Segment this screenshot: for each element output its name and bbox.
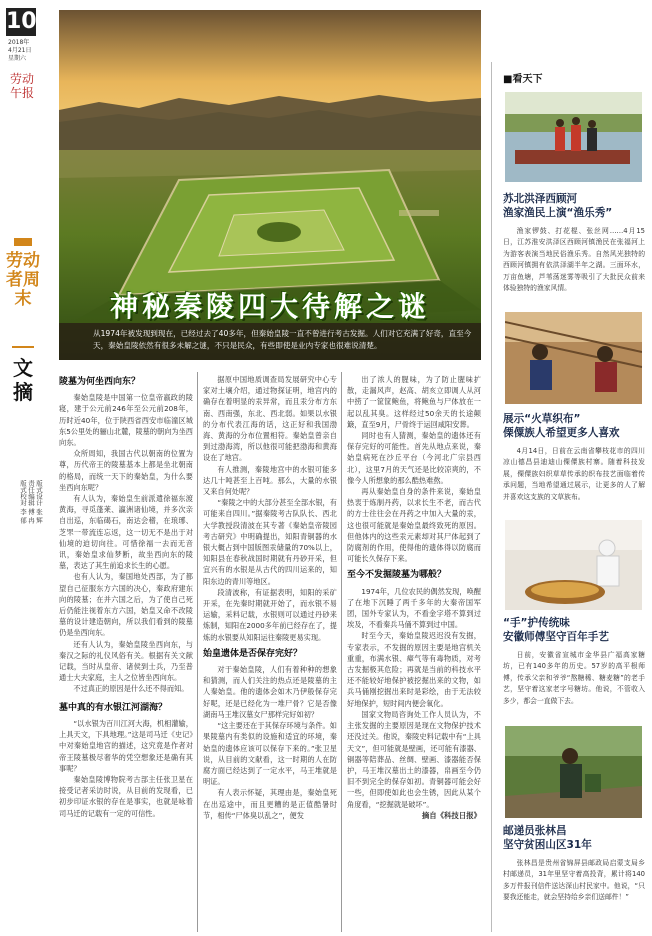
paragraph: “这主要还在于其保存环境与条件。如果陵墓内有类似的设施和适宜的环境，秦始皇的遗体应该可以保存下来的。”张卫星说，从目前的文献看，这一时期的人在防腐方面已经达到了一定水平，马王堆就是明证。 — [203, 721, 337, 787]
news-body — [503, 858, 645, 904]
paragraph: 对于秦始皇陵，人们有着种种的想象和猜测，而人们关注的热点还是陵墓的主人秦始皇。他的遗体会如木乃伊般保存完好呢，还是已经化为一堆尸骨？它是否像湖南马王堆汉墓女尸那样完好如初？ — [203, 665, 337, 719]
date-weekday: 星期六 — [8, 55, 27, 62]
news-title-line: 展示“火草织布” — [503, 413, 581, 425]
paragraph: 时至今天，秦始皇陵迟迟没有发掘，专家表示，不发掘的原因主要是地宫机关重重，布满水银、瘴气等有毒物质，对考古发掘极其危险；再就是当前的科技水平还不能较好地保护被挖掘出来的文物，如兵马俑刚挖掘出来时是彩绘，由于无法较好地保护，短时间内便会氧化。 — [347, 631, 481, 708]
hero-caption: 从1974年被发现到现在，已经过去了40多年，但秦始皇陵一直不曾进行考古发掘。人们对它充满了好奇，直至今天，秦始皇陵依然有很多未解之谜，不只是民众，有些即使是业内专家也很难说清楚。 — [59, 323, 481, 360]
news-title — [503, 192, 645, 220]
news-title — [503, 824, 645, 852]
paragraph: 有人推测，秦陵地宫中的水银可能多达几十吨甚至上百吨。那么，大量的水银又来自何处呢？ — [203, 464, 337, 497]
editor-line: 版式设计 张 辉 — [35, 480, 43, 524]
news-title — [503, 616, 645, 644]
paragraph: “以水银为百川江河大海，机相灌输，上具天文，下具地理。”这是司马迁《史记》中对秦始皇地宫的描述，这究竟是作者对帝王陵墓极尽奢华的凭空想象还是确有其事呢？ — [59, 718, 193, 773]
news-title-line: 邮递员张林昌 — [503, 825, 567, 837]
paragraph: 有人认为，秦始皇生前派遣徐福东渡黄海，寻觅蓬莱、瀛洲诸仙境，并多次亲自出巡，东临碣石，南达会稽，在琅琊、芝罘一带流连忘返，这一切无不是出于对仙境的迫切向往。可惜徐福一去而无音讯，秦始皇求仙梦断，故坐西向东的陵墓，表达了其生前追求长生的心愿。 — [59, 494, 193, 571]
news-photo-postman — [505, 726, 642, 818]
sidebar-divider — [491, 62, 492, 932]
paragraph: 段清波称，有证据表明，知阳的采矿开采，在先秦时期就开始了，而水银不易运输，采料记载，水银则可以通过丹砂来炼制，知阳在2000多年前已经存在了，提炼的水银要从知阳运往秦陵更易实现。 — [203, 587, 337, 642]
section-subtitle: 文摘 — [13, 356, 33, 404]
editor-line: 版式校对 李 郁 — [19, 480, 27, 524]
paragraph: 有人表示怀疑，其理由是，秦始皇死在出巡途中，而且更糟的是正值酷暑时节，相传“尸体臭以乱之”，便发 — [203, 788, 337, 820]
subheading: 至今不发掘陵墓为哪般？ — [347, 570, 447, 581]
paragraph: 秦始皇陵博物院考古部主任张卫星在接受记者采访时说，从目前的发现看，已初步印证水银的存在是事实，也就是咏着司马迁的记载有一定的可信性。 — [59, 774, 193, 818]
news-title-line: “手”护传统味 — [503, 617, 570, 629]
subheading: 始皇遗体是否保存完好？ — [203, 648, 303, 659]
page-number: 10 — [6, 9, 37, 34]
paragraph: 众所周知，我国古代以朝南的位置为尊，历代帝王的陵墓基本上都是坐北朝南的格局，而统一天下的秦始皇，为什么要坐西向东呢？ — [59, 449, 193, 492]
news-title — [503, 412, 645, 440]
date-day: 4月21日 — [8, 47, 32, 54]
section-bar-top — [14, 238, 32, 246]
column-divider — [341, 372, 342, 932]
paragraph: 国家文物局咨询处工作人员认为，不主张发掘的主要原因是现在文物保护技术还没过关。他说，秦陵史料记载中有“上具天文”，但可能就是壁画，还可能有漆器、铜器等陪葬品、丝绸、壁画、漆器能否保护，马王堆汉墓出土的漆器，帛画至今仍旧不到完全的保存如初。青铜器可能会好一些，但即使如此也会生锈，因此从某个角度看，“挖掘就是破坏”。 — [347, 709, 481, 809]
news-body — [503, 650, 645, 707]
news-body — [503, 226, 645, 294]
news-text: 渔家锣鼓、打花棍、张丝网……4月15日，江苏淮安洪泽区西顾河镇渔民在张福河上为游客表演当地民俗渔乐秀。自然风光独特的西顾河镇拥有依洪泽湖半年之湖。三面环水，万亩鱼塘，芦苇荡迷雾等吸引了大批民众前来体验独特的渔家风情。 — [503, 227, 645, 293]
editor-credits — [19, 480, 49, 524]
article-column-1 — [59, 374, 193, 819]
subheading: 陵墓为何坐西向东？ — [59, 377, 141, 387]
source-credit: 摘自《科技日报》 — [421, 810, 481, 820]
paragraph: 秦始皇陵是中国第一位皇帝嬴政的陵寝，建于公元前246年至公元前208年，历时近40年，位于陕西省西安市临潼区城东5公里处的骊山北麓，陵墓的朝向为坐西向东。 — [59, 393, 193, 448]
paragraph: 出了浓人的腥味，为了防止腥味扩散，走漏风声，赵高、胡亥立即调人从河中捞了一筐筐鲍鱼，将鲍鱼与尸体放在一起以乱其臭。这样经过50余天的长途颠簸，直至9月，尸骨终于运回咸阳安葬。 — [347, 375, 481, 429]
paragraph: “秦陵之中的大部分甚至全部水银，有可能来自四川。”据秦陵考古队队长、西北大学教授段清波在其专著《秦始皇帝陵园考古研究》中明确提出，知阳青铜器的水银大概占到中国版图汞储量的70%以上，知阳县在春秋战国时期就有丹砂开采，但宜兴有的水银是从古代的四川运来的，知阳东边的青川等地区。 — [203, 498, 337, 586]
date-year: 2018年 — [8, 39, 30, 46]
paragraph: 1974年，几位农民的偶然发现，唤醒了在地下沉睡了两千多年的大秦帝国军团，国外专家认为，不看金字塔不算到过埃及，不看秦兵马俑不算到过中国。 — [347, 586, 481, 630]
news-text: 4月14日，日前在云南省攀枝花市的四川凉山德昌县迪迪山傈僳族村寨。随着科技发展，傈僳族妇织草草传承的织布技艺面临着传承问题，当地希望通过展示，让更多的人了解并喜欢这支族的文草族布。 — [503, 447, 645, 501]
news-text: 张林昌是贵州省锦屏县邮政局启蒙支局乡村邮递员，31年里坚守着高投背，累计将140多万件报刊信件送达深山村民家中。他说，“只要我还能走，就会坚持给乡亲们送邮件！” — [503, 859, 645, 902]
news-text: 日前，安徽省宣城市金华县广福高家糖坊，已有140多年的历史。57岁的高平根师傅，传承父亲和爷爷“熬糖稀、糖麦糖”的老手艺，坚守着这家老字号糖坊。他说，不管收入多少，都会一直做下去。 — [503, 651, 645, 705]
paragraph: 还有人认为，秦始皇陵坐西向东，与秦汉之际的礼仪风俗有关。根据有关文献记载，当时从皇帝、诸侯到士兵，乃至普通士大夫家庭，主人之位皆坐西向东。 — [59, 639, 193, 683]
column-divider — [197, 372, 198, 932]
news-title-line: 坚守贫困山区31年 — [503, 839, 592, 851]
article-column-3 — [347, 374, 481, 821]
section-title: 劳动者周末 — [6, 251, 40, 309]
hero-title: 神秘秦陵四大待解之谜 — [109, 290, 430, 323]
newspaper-brand: 劳动午报 — [10, 72, 35, 100]
article-column-2 — [203, 374, 337, 821]
subheading: 墓中真的有水银江河湖海？ — [59, 702, 168, 713]
editor-line: 责任编辑 傅 冉 — [27, 480, 35, 524]
section-rule — [12, 346, 34, 348]
paragraph: 同时也有人猜测，秦始皇的遗体还有保存完好的可能性。首先从地点来说，秦始皇病死在沙丘平台（今河北广宗县西北），这里7月的天气还是比较凉爽的，不像今人所想象的那么酷热难熬。 — [347, 431, 481, 485]
news-photo-weaving — [505, 312, 642, 404]
news-title-line: 苏北洪泽西顾河 — [503, 193, 578, 205]
news-photo-fishing — [505, 92, 642, 182]
news-title-line: 傈僳族人希望更多人喜欢 — [503, 427, 620, 439]
news-title-line: 渔家渔民上演“渔乐秀” — [503, 207, 613, 219]
news-title-line: 安徽师傅坚守百年手艺 — [503, 631, 609, 643]
paragraph: 也有人认为，秦国地处西部，为了都望自己征服东方六国的决心，秦政府建东向的陵墓；在并六国之后，为了使自己死后仍能注视着东方六国，始皇又命不改陵墓的设计建造朝向，所以我们看到的陵墓仍是坐西向东。 — [59, 572, 193, 638]
news-photo-candy — [505, 520, 642, 610]
paragraph: 再从秦始皇自身的条件来说，秦始皇热衷于炼制丹药，以求长生不老，而古代的方士往往会在丹药之中加入大量的汞，这也很可能就是秦始皇最终致死的原因。但他体内的这些汞元素却对其尸体起到了防腐剂的作用，使得他的遗体得以防腐而可能长久保存下来。 — [347, 487, 481, 564]
paragraph: 不过真正的原因是什么还不得而知。 — [73, 684, 189, 694]
sidebar-header: ■看天下 — [503, 74, 543, 85]
news-body — [503, 446, 645, 503]
paragraph: 据原中国地质调查局发展研究中心专家对土壤介绍，通过物探证明，地宫内的确存在着明显的汞异常，而且汞分布方东南、西南强，东北、西北弱。如果以水银的分布代表江海的话，这正好和我国渤海、黄海的分布位置相符。秦始皇曾亲自到过渤海湾，所以他很可能把渤海和黄海设在了地宫。 — [203, 375, 337, 463]
